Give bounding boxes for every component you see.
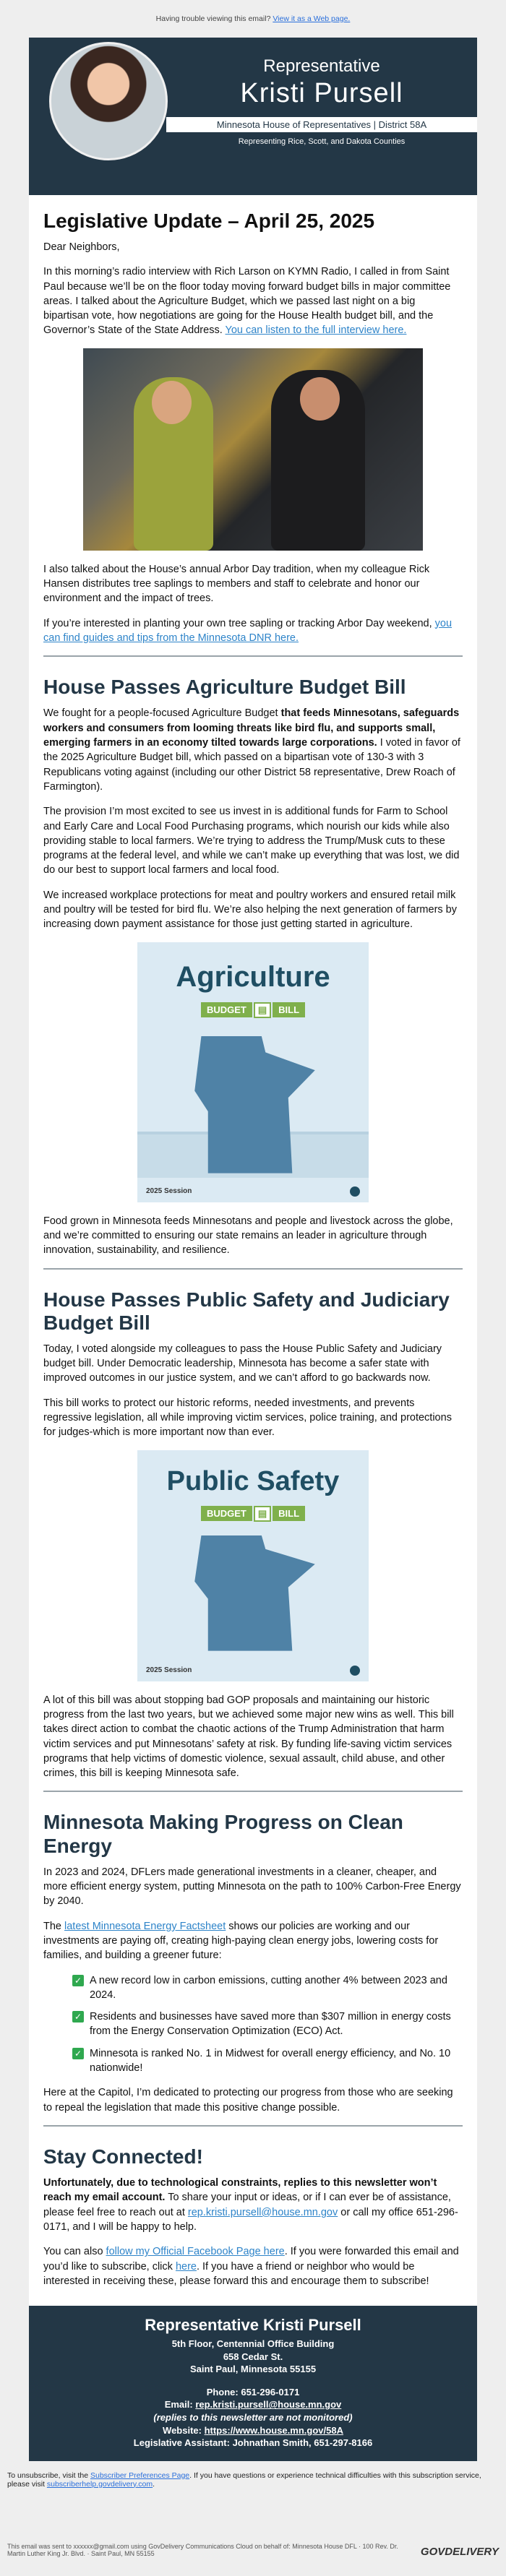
energy-paragraph-1: In 2023 and 2024, DFLers made generational investments in a cleaner, cheaper, and more efficient energy system, putting Minnesota on the path to 100% Carbon-Free Energy by 2040. [43,1866,461,1908]
footer-address-3: Saint Paul, Minnesota 55155 [189,2364,317,2375]
agriculture-graphic [137,942,369,1202]
subscriber-help-link[interactable]: subscriberhelp.govdelivery.com [46,2479,153,2489]
ps-paragraph-2: This bill works to protect our historic reforms, needed investments, and prevents regressive legislation, all while improving victim services, police training, and protections for judges-which is more important now than ever. [43,1397,452,1439]
list-item [72,2046,463,2076]
badge-bill: BILL [273,1506,305,1521]
connected-p2-rest: . If you have a friend or neighbor who would be interested in receiving these, please forward this and encourage them to subscribe! [43,2260,429,2287]
footer-assistant: Legislative Assistant: Johnathan Smith, 651-297-8166 [133,2437,373,2449]
connected-p1-rest: or call my office 651-296-0171, and I will be happy to help. [43,2206,458,2233]
footer-website-link[interactable]: https://www.house.mn.gov/58A [204,2424,343,2436]
connected-p1-bold: Unfortunately, due to technological constraints, replies to this newsletter won’t reach my email account. [43,2177,437,2204]
bill-document-icon: ▤ [254,1002,271,1018]
connected-p1-text: To share your input or ideas, or if I can ever be of assistance, please feel free to reach out at [43,2192,451,2218]
trouble-viewing-text: Having trouble viewing this email? [155,14,271,23]
header-counties: Representing Rice, Scott, and Dakota Counties [238,137,406,146]
footer-address-1: 5th Floor, Centennial Office Building [171,2338,335,2350]
ag-paragraph-2: The provision I’m most excited to see us invest in is additional funds for Farm to School and Early Care and Local Food Purchasing programs, which nourish our kids while also providing stable to local farmers. We’re trying to address the Trump/Musk cuts to these programs at the federal level, and while we can’t make up everything that was lost, we did do our best to support local farmers and local food. [43,806,460,876]
list-item-text: A new record low in carbon emissions, cutting another 4% between 2023 and 2024. [90,1974,447,2001]
footer-phone: Phone: 651-296-0171 [206,2386,300,2398]
greeting: Dear Neighbors, [43,241,120,253]
unsubscribe-text-2: . If you have questions or experience technical difficulties with this subscription service, please visit [7,2471,481,2489]
subscriber-preferences-link[interactable]: Subscriber Preferences Page [90,2471,190,2480]
footer-email-label: Email: [164,2399,196,2411]
capitol-photo [83,348,423,551]
badge-bill: BILL [273,1002,305,1017]
ag-title: House Passes Agriculture Budget Bill [43,676,406,699]
energy-paragraph-2 [43,1919,463,1963]
delivery-text: This email was sent to xxxxxx@gmail.com using GovDelivery Communications Cloud on behalf of: Minnesota House DFL · 100 Rev. Dr. Martin Luther King Jr. Blvd. · Saint Paul, MN 55155 [7,2543,398,2557]
footer-address-2: 658 Cedar St. [223,2351,283,2362]
update-p3-text: If you’re interested in planting your own tree sapling or tracking Arbor Day weekend, [43,617,432,629]
interview-link[interactable]: You can listen to the full interview here. [225,324,407,337]
ps-paragraph-3: A lot of this bill was about stopping bad GOP proposals and maintaining our historic progress from the last two years, but we achieved some major new wins as well. This bill takes direct action to combat the chaotic actions of the Trump Administration that harm victim services and put Minnesotans’ safety at risk. By funding life-saving victim services programs that help victims of domestic violence, sexual assault, child abuse, and other crimes, this bill is keeping Minnesota safe. [43,1694,454,1780]
energy-paragraph-3: Here at the Capitol, I’m dedicated to protecting our progress from those who are seeking to repeal the legislation that made this positive change possible. [43,2087,453,2114]
house-seal-icon [350,1186,360,1197]
newsletter-footer [29,2306,477,2460]
dnr-link[interactable]: you can find guides and tips from the Minnesota DNR here. [43,617,453,644]
ps-title: House Passes Public Safety and Judiciary Budget Bill [43,1288,450,1334]
ag-p1-rest: I voted in favor of the 2025 Agriculture Budget bill, which passed on a bipartisan vote of 130-3 with 3 Republicans voting against (including our other District 58 representative, Drew Roach of Farmington). [43,737,460,793]
newsletter-container [29,38,477,2461]
unsubscribe-text: To unsubscribe, visit the [7,2471,90,2480]
govdelivery-logo: GOVDELIVERY [420,2546,499,2558]
list-item-text: Minnesota is ranked No. 1 in Midwest for overall energy efficiency, and No. 10 nationwide! [90,2047,451,2075]
subscribe-link[interactable]: here [175,2260,197,2273]
connected-title: Stay Connected! [43,2145,203,2168]
header-district: Minnesota House of Representatives | District 58A [166,117,477,132]
update-paragraph-1 [43,264,463,337]
view-in-browser-bar [0,0,506,38]
budget-bill-badge [137,1002,369,1018]
footer-note: (replies to this newsletter are not monitored) [153,2411,353,2423]
footer-spacer [29,2376,477,2386]
list-item-text: Residents and businesses have saved more than $307 million in energy costs from the Energy Conservation Optimization (ECO) Act. [90,2011,451,2038]
connected-p2-intro: You can also [43,2246,106,2258]
view-web-page-link[interactable]: View it as a Web page. [273,14,351,23]
energy-p2-intro: The [43,1920,65,1932]
facebook-link[interactable]: follow my Official Facebook Page here [106,2246,285,2258]
update-paragraph-2: I also talked about the House’s annual Arbor Day tradition, when my colleague Rick Hansen distributes tree saplings to members and staff to celebrate and honor our environment and the impact of trees. [43,563,430,605]
header-rep-title: Representative [263,56,380,76]
house-seal-icon [350,1666,360,1676]
footer-website-row [29,2424,477,2437]
energy-factsheet-link[interactable]: latest Minnesota Energy Factsheet [64,1920,226,1932]
office-email-link[interactable]: rep.kristi.pursell@house.mn.gov [187,2206,338,2218]
checkmark-icon: ✓ [72,2011,84,2023]
connected-paragraph-2 [43,2244,463,2288]
ag-paragraph-1 [43,706,463,794]
photo-face-right [300,377,340,421]
public-safety-graphic [137,1450,369,1681]
public-safety-graphic-title: Public Safety [166,1465,340,1496]
connected-p2-mid: . If you were forwarded this email and you’d like to subscribe, click [43,2246,459,2273]
delivery-notice [0,2533,506,2576]
representative-portrait [49,42,168,160]
footer-website-label: Website: [163,2424,205,2436]
graphic-session: 2025 Session [146,1666,192,1674]
footer-name: Representative Kristi Pursell [145,2316,361,2335]
checkmark-icon: ✓ [72,1975,84,1986]
energy-title: Minnesota Making Progress on Clean Energy [43,1811,403,1857]
ag-paragraph-4: Food grown in Minnesota feeds Minnesotans and people and livestock across the globe, and we’re committed to ensuring our state remains an leader in agriculture through innovation, sustainability, and resilience. [43,1215,453,1257]
budget-bill-badge [137,1506,369,1522]
update-title: Legislative Update – April 25, 2025 [43,210,375,232]
ps-paragraph-1: Today, I voted alongside my colleagues to pass the House Public Safety and Judiciary budget bill. Under Democratic leadership, Minnesota has become a safer state with improved outcomes in our justice system, and we can’t afford to go backwards now. [43,1343,442,1384]
update-p1-text: In this morning’s radio interview with Rich Larson on KYMN Radio, I called in from Saint Paul because we’ll be on the floor today moving forward budget bills in major committee areas. I talked about the Agriculture Budget, which we passed last night on a big bipartisan vote, how negotiations are going for the House Health budget bill, and the Governor’s State of the State Address. [43,266,451,337]
connected-paragraph-1 [43,2176,463,2234]
unsubscribe-text-3: . [153,2479,155,2489]
energy-list [43,1973,463,2076]
update-paragraph-3 [43,616,463,646]
header-rep-name: Kristi Pursell [240,78,403,108]
energy-p2-rest: shows our policies are working and our investments are paying off, creating high-paying clean energy jobs, lowering costs for families, and building a greener future: [43,1920,439,1962]
list-item [72,1973,463,2003]
newsletter-header [29,38,477,195]
unsubscribe-notice [0,2461,506,2499]
checkmark-icon: ✓ [72,2048,84,2059]
graphic-session: 2025 Session [146,1186,192,1195]
ag-p1-intro: We fought for a people-focused Agriculture Budget [43,707,281,720]
minnesota-map-icon [188,1535,322,1651]
badge-budget: BUDGET [201,1002,252,1017]
footer-email-link[interactable]: rep.kristi.pursell@house.mn.gov [195,2399,342,2411]
newsletter-body [29,195,477,2306]
bill-document-icon: ▤ [254,1506,271,1522]
list-item [72,2009,463,2039]
agriculture-graphic-title: Agriculture [176,960,330,993]
badge-budget: BUDGET [201,1506,252,1521]
ag-paragraph-3: We increased workplace protections for meat and poultry workers and ensured retail milk and poultry will be tested for bird flu. We’re also helping the next generation of farmers by increasing down payment assistance for those just getting started in agriculture. [43,889,457,931]
ag-p1-bold: that feeds Minnesotans, safeguards workers and consumers from looming threats like bird flu, and supports small, emerging farmers in an economy tilted towards large corporations. [43,707,460,749]
footer-email-row [29,2398,477,2411]
photo-face-left [152,381,192,424]
